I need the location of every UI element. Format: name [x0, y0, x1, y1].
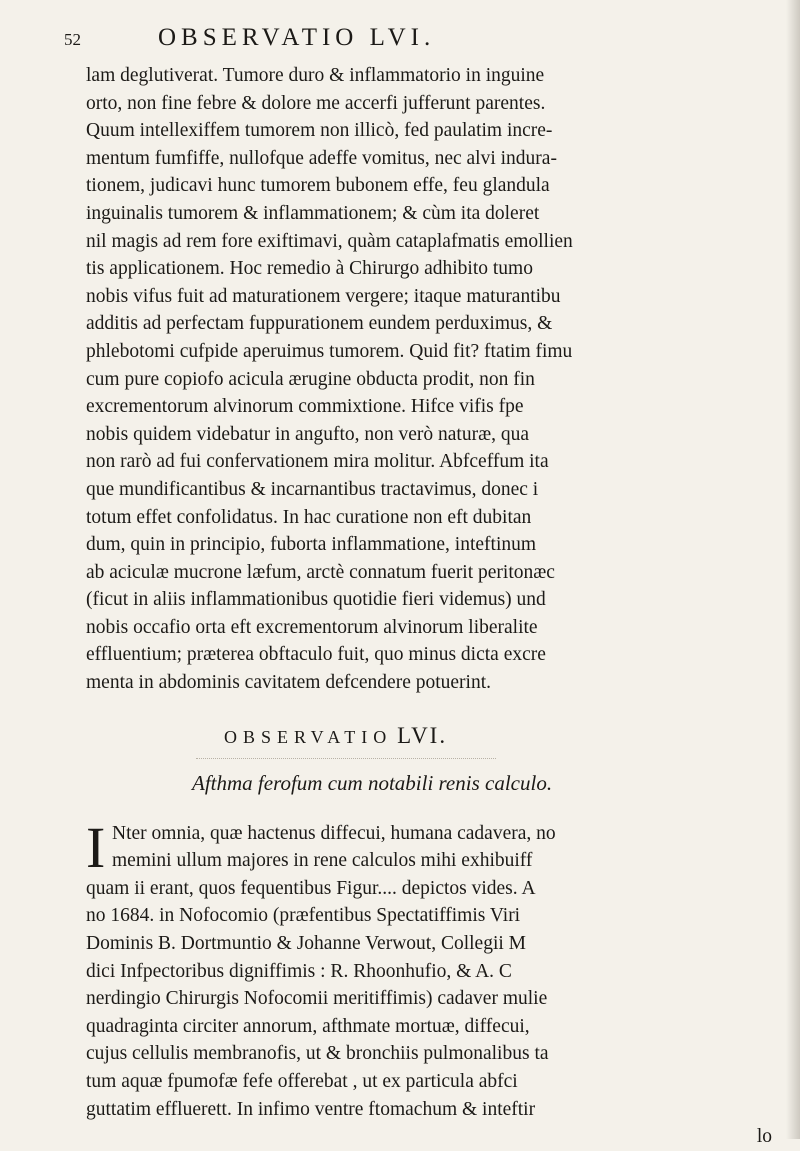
- text-line: menta in abdominis cavitatem defcendere potuerint.: [86, 672, 492, 694]
- text-line: cum pure copiofo acicula ærugine obducta prodit, non fin: [86, 368, 535, 390]
- first-line-text: Nter omnia, quæ hactenus diffecui, humana cadavera, no: [112, 822, 556, 844]
- text-line: effluentium; præterea obftaculo fuit, quo minus dicta excre: [86, 644, 546, 666]
- text-line: lo: [756, 1126, 772, 1148]
- text-line: dum, quin in principio, fuborta inflammatione, inteftinum: [86, 534, 537, 556]
- text-line: guttatim effluerett. In infimo ventre ftomachum & inteftir: [86, 1098, 536, 1120]
- section-paragraph: [86, 814, 776, 1151]
- text-line: inguinalis tumorem & inflammationem; & cùm ita doleret: [86, 202, 540, 224]
- text-line: que mundificantibus & incarnantibus tractavimus, donec i: [86, 478, 539, 500]
- text-line: lam deglutiverat. Tumore duro & inflammatorio in inguine: [86, 65, 545, 86]
- text-line: nil magis ad rem fore exiftimavi, quàm cataplafmatis emollien: [86, 230, 573, 252]
- text-line: tionem, judicavi hunc tumorem bubonem effe, feu glandula: [86, 175, 550, 197]
- text-line: cujus cellulis membranofis, ut & bronchiis pulmonalibus ta: [86, 1043, 549, 1065]
- text-line: mentum fumfiffe, nullofque adeffe vomitus, nec alvi indura-: [86, 147, 557, 169]
- text-line: totum effet confolidatus. In hac curatione non eft dubitan: [86, 506, 532, 528]
- text-line: no 1684. in Nofocomio (præfentibus Spectatiffimis Viri: [86, 905, 521, 927]
- text-line: ab aciculæ mucrone læfum, arctè connatum fuerit peritonæc: [86, 561, 555, 583]
- body-text: [86, 62, 776, 1151]
- text-line: nobis occafio orta eft excrementorum alvinorum liberalite: [86, 616, 538, 638]
- text-line: quadraginta circiter annorum, afthmate mortuæ, diffecui,: [86, 1015, 530, 1037]
- text-line: nobis vifus fuit ad maturationem vergere; itaque maturantibu: [86, 285, 561, 307]
- binding-edge-shadow: [786, 0, 800, 1139]
- running-title: OBSERVATIO LVI.: [158, 24, 436, 51]
- section-heading-number: LVI.: [397, 722, 448, 748]
- running-head: [58, 24, 760, 60]
- text-line: (ficut in aliis inflammationibus quotidie fieri videmus) und: [86, 589, 546, 611]
- section-heading: [86, 722, 776, 756]
- text-line: nerdingio Chirurgis Nofocomii meritiffimis) cadaver mulie: [86, 988, 548, 1010]
- heading-rule: [196, 758, 496, 760]
- text-line: phlebotomi cufpide aperuimus tumorem. Quid fit? ftatim fimu: [86, 340, 573, 362]
- text-line: additis ad perfectam fuppurationem eundem perduximus, &: [86, 313, 553, 335]
- text-line: dici Infpectoribus digniffimis : R. Rhoonhufio, & A. C: [86, 960, 512, 982]
- text-line: non rarò ad fui confervationem mira molitur. Abfceffum ita: [86, 451, 549, 473]
- page-number: 52: [64, 30, 81, 49]
- text-line: memini ullum majores in rene calculos mihi exhibuiff: [112, 850, 533, 872]
- text-line: Dominis B. Dortmuntio & Johanne Verwout, Collegii M: [86, 933, 527, 955]
- drop-cap: I: [86, 814, 106, 880]
- section-subtitle: Afthma ferofum cum notabili renis calculo.: [192, 770, 553, 795]
- text-line: excrementorum alvinorum commixtione. Hifce vifis fpe: [86, 396, 524, 418]
- section-heading-word: OBSERVATIO: [224, 726, 393, 747]
- text-line: Quum intellexiffem tumorem non illicò, fed paulatim incre-: [86, 120, 553, 142]
- text-line: nobis quidem videbatur in angufto, non verò naturæ, qua: [86, 423, 529, 445]
- continuation-paragraph: [86, 62, 776, 697]
- text-line: quam ii erant, quos fequentibus Figur.... depictos vides. A: [86, 877, 536, 899]
- text-line: orto, non fine febre & dolore me accerfi jufferunt parentes.: [86, 92, 546, 114]
- text-line: tum aquæ fpumofæ fefe offerebat , ut ex particula abfci: [86, 1071, 518, 1092]
- text-line: tis applicationem. Hoc remedio à Chirurgo adhibito tumo: [86, 258, 533, 280]
